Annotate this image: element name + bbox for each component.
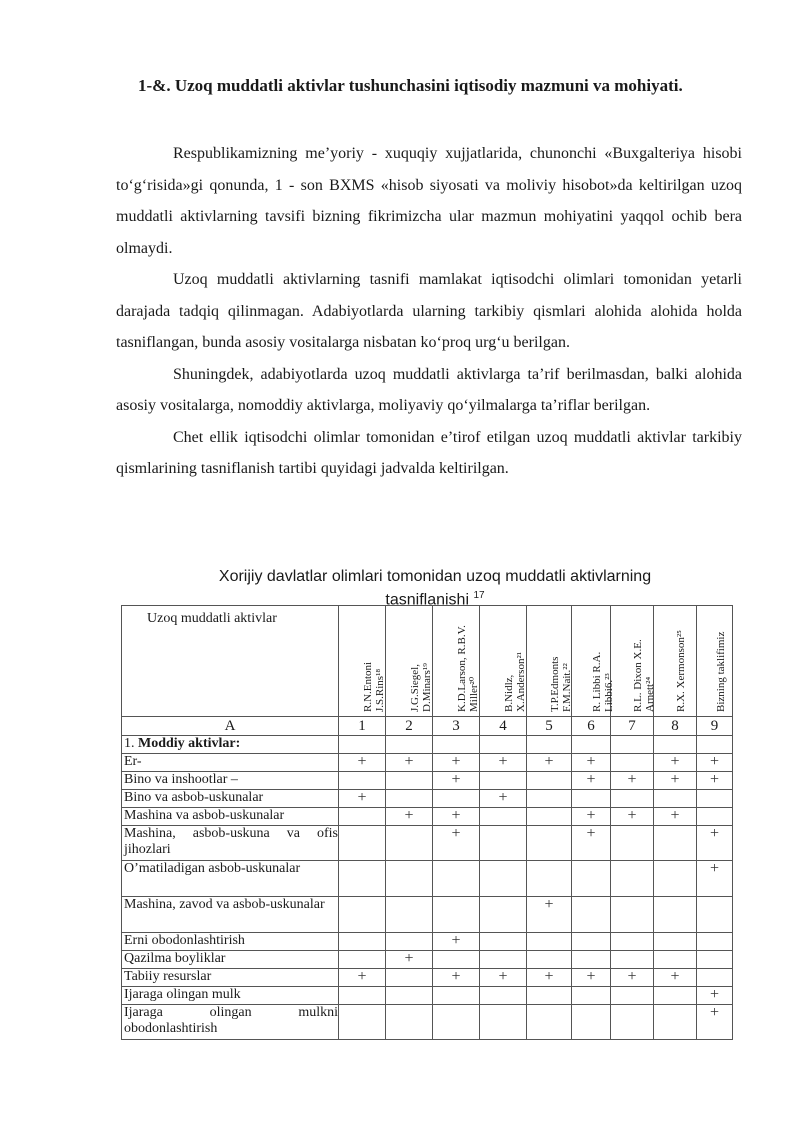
plus-mark: +	[480, 754, 527, 772]
row-label: Qazilma boyliklar	[122, 951, 339, 969]
empty-cell	[386, 861, 433, 897]
plus-mark: +	[339, 969, 386, 987]
plus-mark: +	[480, 969, 527, 987]
empty-cell	[433, 987, 480, 1005]
row-label: Ijaraga olingan mulkni obodonlashtirish	[122, 1005, 339, 1040]
empty-cell	[697, 736, 733, 754]
plus-mark: +	[386, 951, 433, 969]
empty-cell	[433, 736, 480, 754]
empty-cell	[480, 826, 527, 861]
empty-cell	[386, 987, 433, 1005]
empty-cell	[527, 808, 572, 826]
empty-cell	[527, 736, 572, 754]
empty-cell	[433, 861, 480, 897]
table-section-row	[122, 736, 733, 754]
empty-cell	[654, 987, 697, 1005]
empty-cell	[697, 933, 733, 951]
empty-cell	[339, 933, 386, 951]
author-name: J.G.Siegel, D.Minars¹⁹	[409, 663, 433, 712]
empty-cell	[611, 1005, 654, 1040]
empty-cell	[572, 897, 611, 933]
author-name: R. Libbi R.A. Libbi6.²³	[591, 651, 615, 712]
empty-cell	[527, 987, 572, 1005]
empty-cell	[386, 772, 433, 790]
row-label: O’matiladigan asbob-uskunalar	[122, 861, 339, 897]
empty-cell	[697, 969, 733, 987]
table-row	[122, 808, 733, 826]
empty-cell	[654, 861, 697, 897]
author-name: R.L. Dixon X.E. Arnett²⁴	[632, 639, 656, 712]
plus-mark: +	[697, 1005, 733, 1040]
column-header-author	[433, 606, 480, 717]
column-header-author	[386, 606, 433, 717]
plus-mark: +	[527, 897, 572, 933]
empty-cell	[611, 736, 654, 754]
empty-cell	[480, 808, 527, 826]
column-number: 6	[572, 717, 611, 736]
empty-cell	[611, 754, 654, 772]
empty-cell	[386, 826, 433, 861]
empty-cell	[572, 933, 611, 951]
section-label: Moddiy aktivlar:	[138, 736, 241, 751]
empty-cell	[480, 772, 527, 790]
empty-cell	[480, 1005, 527, 1040]
column-number: 7	[611, 717, 654, 736]
plus-mark: +	[697, 754, 733, 772]
classification-table	[121, 605, 733, 1040]
plus-mark: +	[433, 772, 480, 790]
plus-mark: +	[572, 826, 611, 861]
empty-cell	[386, 736, 433, 754]
empty-cell	[339, 951, 386, 969]
empty-cell	[527, 772, 572, 790]
plus-mark: +	[611, 808, 654, 826]
empty-cell	[654, 1005, 697, 1040]
empty-cell	[480, 897, 527, 933]
paragraph: Chet ellik iqtisodchi olimlar tomonidan e’tirof etilgan uzoq muddatli aktivlar tarkibiy qismlarining tasniflanish tartibi quyidagi jadvalda keltirilgan.	[116, 428, 742, 477]
table-row	[122, 897, 733, 933]
plus-mark: +	[611, 772, 654, 790]
plus-mark: +	[433, 826, 480, 861]
empty-cell	[480, 861, 527, 897]
author-name: Bizning taklifimiz	[714, 631, 727, 712]
column-number: 2	[386, 717, 433, 736]
section-number: 1.	[124, 736, 138, 751]
column-number: 4	[480, 717, 527, 736]
empty-cell	[654, 736, 697, 754]
plus-mark: +	[697, 826, 733, 861]
empty-cell	[697, 808, 733, 826]
empty-cell	[611, 790, 654, 808]
column-header-author	[697, 606, 733, 717]
column-number: 1	[339, 717, 386, 736]
column-header-author	[480, 606, 527, 717]
row-label: Bino va asbob-uskunalar	[122, 790, 339, 808]
empty-cell	[433, 951, 480, 969]
row-label: Ijaraga olingan mulk	[122, 987, 339, 1005]
row-label: Bino va inshootlar –	[122, 772, 339, 790]
section-heading: 1-&. Uzoq muddatli aktivlar tushunchasini iqtisodiy mazmuni va mohiyati.	[138, 76, 683, 95]
empty-cell	[339, 736, 386, 754]
empty-cell	[611, 951, 654, 969]
table-row	[122, 772, 733, 790]
column-header-author	[339, 606, 386, 717]
row-label: Mashina va asbob-uskunalar	[122, 808, 339, 826]
paragraph: Uzoq muddatli aktivlarning tasnifi mamlakat iqtisodchi olimlari tomonidan yetarli darajada tadqiq qilinmagan. Adabiyotlarda ularning tarkibiy qismlari alohida alohida holda tasniflangan, bunda asosiy vositalarga nisbatan ko‘proq urg‘u berilgan.	[116, 271, 742, 351]
empty-cell	[386, 969, 433, 987]
plus-mark: +	[339, 754, 386, 772]
empty-cell	[433, 790, 480, 808]
empty-cell	[339, 826, 386, 861]
empty-cell	[697, 951, 733, 969]
table-numbering-row	[122, 717, 733, 736]
table-row	[122, 1005, 733, 1040]
empty-cell	[433, 897, 480, 933]
table-row	[122, 790, 733, 808]
column-number: 5	[527, 717, 572, 736]
empty-cell	[386, 790, 433, 808]
author-name: T.P.Edmonts F.M.Nait.²²	[549, 656, 573, 712]
column-header-assets: Uzoq muddatli aktivlar	[122, 606, 339, 717]
empty-cell	[654, 790, 697, 808]
empty-cell	[572, 790, 611, 808]
plus-mark: +	[433, 969, 480, 987]
empty-cell	[572, 1005, 611, 1040]
plus-mark: +	[572, 969, 611, 987]
empty-cell	[527, 933, 572, 951]
table-row	[122, 987, 733, 1005]
empty-cell	[527, 861, 572, 897]
table-row	[122, 826, 733, 861]
empty-cell	[339, 772, 386, 790]
empty-cell	[339, 1005, 386, 1040]
column-number: 8	[654, 717, 697, 736]
plus-mark: +	[697, 987, 733, 1005]
plus-mark: +	[572, 754, 611, 772]
plus-mark: +	[572, 808, 611, 826]
caption-line-2: tasniflanishi $^{17}$	[385, 590, 485, 609]
empty-cell	[480, 736, 527, 754]
author-name: R.X. Xermonson²⁵	[675, 630, 687, 712]
empty-cell	[611, 826, 654, 861]
plus-mark: +	[386, 808, 433, 826]
empty-cell	[339, 987, 386, 1005]
table-row	[122, 861, 733, 897]
plus-mark: +	[527, 754, 572, 772]
row-label: Mashina, asbob-uskuna va ofis jihozlari	[122, 826, 339, 861]
empty-cell	[654, 933, 697, 951]
empty-cell	[611, 933, 654, 951]
table-row	[122, 951, 733, 969]
column-header-author	[527, 606, 572, 717]
empty-cell	[386, 1005, 433, 1040]
index-label: A	[122, 717, 339, 736]
row-label: Tabiiy resurslar	[122, 969, 339, 987]
plus-mark: +	[339, 790, 386, 808]
empty-cell	[386, 933, 433, 951]
row-label: Erni obodonlashtirish	[122, 933, 339, 951]
column-header-author	[611, 606, 654, 717]
empty-cell	[572, 951, 611, 969]
plus-mark: +	[611, 969, 654, 987]
empty-cell	[480, 933, 527, 951]
table-caption	[100, 567, 770, 609]
empty-cell	[697, 790, 733, 808]
row-label: Er-	[122, 754, 339, 772]
table-row	[122, 754, 733, 772]
empty-cell	[654, 951, 697, 969]
paragraph: Respublikamizning me’yoriy - xuquqiy xujjatlarida, chunonchi «Buxgalteriya hisobi to‘g‘risida»gi qonunda, 1 - son BXMS «hisob siyosati va moliviy hisobot»da keltirilgan uzoq muddatli aktivlarning tavsifi bizning fikrimizcha ular mazmun mohiyatini yaqqol ochib bera olmaydi.	[116, 145, 742, 257]
caption-line-1: Xorijiy davlatlar olimlari tomonidan uzoq muddatli aktivlarning	[218, 568, 652, 585]
empty-cell	[572, 987, 611, 1005]
empty-cell	[527, 951, 572, 969]
empty-cell	[386, 897, 433, 933]
empty-cell	[339, 861, 386, 897]
empty-cell	[480, 951, 527, 969]
plus-mark: +	[433, 754, 480, 772]
plus-mark: +	[654, 754, 697, 772]
plus-mark: +	[654, 772, 697, 790]
plus-mark: +	[386, 754, 433, 772]
plus-mark: +	[697, 861, 733, 897]
body-text	[116, 138, 742, 485]
column-number: 3	[433, 717, 480, 736]
paragraph: Shuningdek, adabiyotlarda uzoq muddatli aktivlarga ta’rif berilmasdan, balki alohida asosiy vositalarga, nomoddiy aktivlarga, moliyaviy qo‘yilmalarga ta’riflar berilgan.	[116, 365, 742, 414]
plus-mark: +	[527, 969, 572, 987]
plus-mark: +	[654, 808, 697, 826]
plus-mark: +	[433, 933, 480, 951]
empty-cell	[654, 897, 697, 933]
row-label: Mashina, zavod va asbob-uskunalar	[122, 897, 339, 933]
empty-cell	[527, 1005, 572, 1040]
empty-cell	[572, 736, 611, 754]
plus-mark: +	[433, 808, 480, 826]
empty-cell	[611, 897, 654, 933]
plus-mark: +	[654, 969, 697, 987]
table-row	[122, 933, 733, 951]
empty-cell	[697, 897, 733, 933]
author-name: R.N.Entoni J.S.Rins¹⁸	[362, 661, 386, 712]
empty-cell	[339, 808, 386, 826]
empty-cell	[527, 790, 572, 808]
empty-cell	[339, 897, 386, 933]
column-header-author	[572, 606, 615, 717]
column-header-author	[654, 606, 697, 717]
table-header-row	[122, 606, 733, 717]
caption-footnote: 17	[473, 590, 485, 601]
empty-cell	[654, 826, 697, 861]
author-name: B.Nidlz, X.Anderson²¹	[503, 651, 527, 712]
table-row	[122, 969, 733, 987]
empty-cell	[527, 826, 572, 861]
empty-cell	[611, 987, 654, 1005]
empty-cell	[611, 861, 654, 897]
plus-mark: +	[572, 772, 611, 790]
column-number: 9	[697, 717, 733, 736]
plus-mark: +	[697, 772, 733, 790]
author-name: K.D.Larson, R.B.V. Miller²⁰	[456, 625, 480, 712]
empty-cell	[572, 861, 611, 897]
section-title	[122, 736, 339, 754]
plus-mark: +	[480, 790, 527, 808]
empty-cell	[433, 1005, 480, 1040]
empty-cell	[480, 987, 527, 1005]
